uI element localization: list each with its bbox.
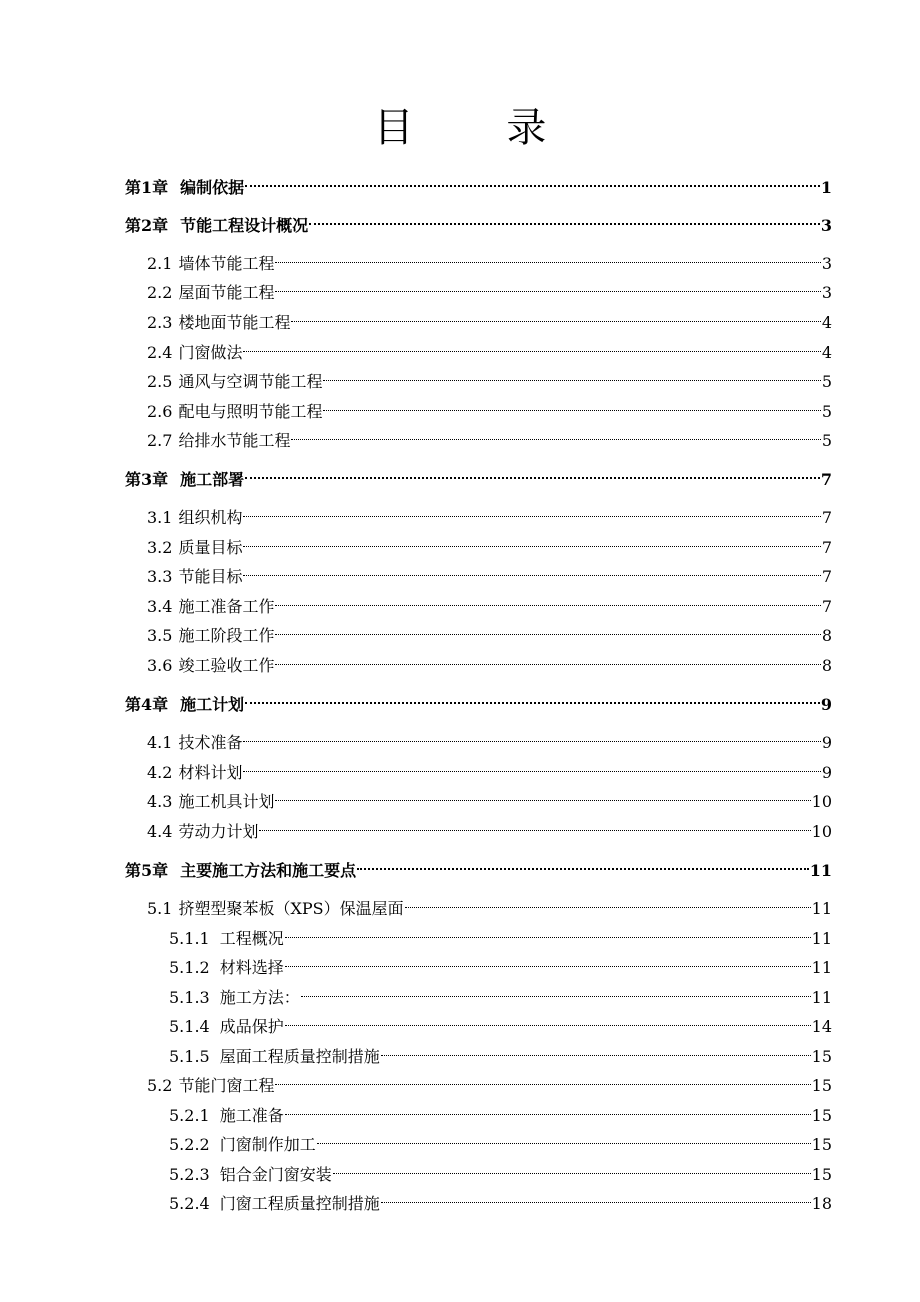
toc-entry[interactable] [147, 890, 832, 918]
toc-entry-number: 第3章 [125, 470, 169, 489]
toc-leader-dots [333, 1156, 811, 1180]
toc-entry-number: 3.6 [147, 656, 173, 675]
toc-leader-dots [323, 363, 820, 387]
toc-entry[interactable] [147, 783, 832, 811]
toc-entry-page: 7 [820, 470, 832, 489]
toc-entry-label: 编制依据 [180, 178, 245, 197]
toc-entry-page: 11 [811, 929, 832, 948]
toc-entry-label: 竣工验收工作 [178, 656, 275, 675]
toc-entry-label: 墙体节能工程 [178, 254, 275, 273]
toc-entry-label: 通风与空调节能工程 [178, 372, 323, 391]
toc-entry-number: 2.2 [147, 283, 173, 302]
toc-entry-number: 5.2.3 [169, 1165, 210, 1184]
toc-entry-label: 施工准备工作 [178, 597, 275, 616]
toc-entry-label: 门窗工程质量控制措施 [219, 1194, 380, 1213]
toc-entry[interactable] [169, 1185, 832, 1213]
toc-entry-label: 挤塑型聚苯板（XPS）保温屋面 [178, 899, 404, 918]
toc-entry-number: 3.5 [147, 626, 173, 645]
toc-entry-number: 第4章 [125, 695, 169, 714]
toc-leader-dots [243, 754, 820, 778]
toc-entry-page: 7 [821, 567, 832, 586]
toc-entry-page: 11 [811, 899, 832, 918]
toc-entry-page: 5 [821, 402, 832, 421]
toc-entry-number: 2.4 [147, 343, 173, 362]
toc-leader-dots [275, 274, 820, 298]
toc-entry-page: 18 [811, 1194, 832, 1213]
toc-leader-dots [285, 1097, 811, 1121]
toc-entry-label: 技术准备 [178, 733, 243, 752]
toc-entry-page: 11 [811, 958, 832, 977]
toc-entry-number: 5.2.1 [169, 1106, 210, 1125]
toc-leader-dots [285, 949, 811, 973]
toc-entry[interactable] [125, 169, 832, 197]
toc-entry-number: 4.1 [147, 733, 173, 752]
toc-entry-page: 4 [821, 313, 832, 332]
toc-leader-dots [357, 852, 809, 876]
toc-entry[interactable] [147, 274, 832, 302]
toc-entry-number: 3.1 [147, 508, 173, 527]
toc-entry-number: 5.1.5 [169, 1047, 210, 1066]
toc-leader-dots [291, 422, 820, 446]
toc-entry-label: 施工部署 [180, 470, 245, 489]
toc-entry-label: 节能工程设计概况 [180, 216, 309, 235]
toc-leader-dots [243, 529, 820, 553]
toc-entry-number: 2.3 [147, 313, 173, 332]
toc-entry[interactable] [147, 304, 832, 332]
toc-entry-page: 11 [809, 861, 832, 880]
toc-entry[interactable] [147, 529, 832, 557]
toc-entry-number: 3.3 [147, 567, 173, 586]
toc-entry-page: 15 [811, 1135, 832, 1154]
toc-entry-label: 主要施工方法和施工要点 [180, 861, 357, 880]
toc-entry[interactable] [147, 754, 832, 782]
toc-entry[interactable] [147, 617, 832, 645]
toc-entry[interactable] [147, 363, 832, 391]
toc-entry-page: 5 [821, 372, 832, 391]
toc-entry-number: 第1章 [125, 178, 169, 197]
toc-entry-label: 铝合金门窗安装 [219, 1165, 332, 1184]
toc-entry[interactable] [125, 852, 832, 880]
toc-leader-dots [405, 890, 811, 914]
toc-entry-number: 3.2 [147, 538, 173, 557]
toc-entry-page: 7 [821, 538, 832, 557]
toc-leader-dots [245, 686, 820, 710]
toc-entry-page: 15 [811, 1076, 832, 1095]
toc-leader-dots [323, 393, 820, 417]
toc-entry-page: 9 [821, 763, 832, 782]
toc-entry-number: 3.4 [147, 597, 173, 616]
toc-entry-page: 7 [821, 597, 832, 616]
toc-entry[interactable] [147, 422, 832, 450]
toc-entry-page: 15 [811, 1165, 832, 1184]
toc-leader-dots [301, 979, 811, 1003]
toc-entry-page: 3 [821, 254, 832, 273]
toc-entry-label: 屋面节能工程 [178, 283, 275, 302]
toc-entry-number: 5.2.2 [169, 1135, 210, 1154]
toc-leader-dots [309, 207, 820, 231]
toc-leader-dots [381, 1038, 811, 1062]
toc-entry[interactable] [147, 245, 832, 273]
toc-entry[interactable] [169, 1126, 832, 1154]
toc-title: 目 录 [373, 105, 587, 151]
toc-entry[interactable] [147, 647, 832, 675]
toc-entry-label: 劳动力计划 [178, 822, 259, 841]
toc-entry-label: 组织机构 [178, 508, 243, 527]
toc-entry[interactable] [125, 461, 832, 489]
toc-entry[interactable] [147, 813, 832, 841]
toc-entry-label: 配电与照明节能工程 [178, 402, 323, 421]
toc-entry-page: 10 [811, 822, 832, 841]
toc-entry-label: 施工方法： [219, 988, 300, 1007]
toc-entry-number: 2.5 [147, 372, 173, 391]
toc-entry[interactable] [169, 1038, 832, 1066]
toc-entry-label: 节能目标 [178, 567, 243, 586]
toc-entry-page: 4 [821, 343, 832, 362]
toc-entry-number: 5.1.1 [169, 929, 210, 948]
toc-entry-number: 5.1.3 [169, 988, 210, 1007]
toc-entry-number: 4.2 [147, 763, 173, 782]
toc-entry-page: 9 [820, 695, 832, 714]
toc-entry-label: 质量目标 [178, 538, 243, 557]
toc-entry[interactable] [169, 1008, 832, 1036]
toc-entry-page: 8 [821, 626, 832, 645]
toc-entry-page: 15 [811, 1106, 832, 1125]
toc-entry[interactable] [147, 588, 832, 616]
toc-leader-dots [275, 617, 820, 641]
toc-entry[interactable] [147, 499, 832, 527]
toc-entry-page: 3 [821, 283, 832, 302]
toc-leader-dots [243, 499, 820, 523]
toc-leader-dots [245, 461, 820, 485]
toc-entry-label: 施工阶段工作 [178, 626, 275, 645]
toc-leader-dots [291, 304, 820, 328]
toc-entry-number: 5.1.4 [169, 1017, 210, 1036]
toc-entry-number: 第5章 [125, 861, 169, 880]
toc-entry-page: 14 [811, 1017, 832, 1036]
toc-entry-page: 15 [811, 1047, 832, 1066]
toc-leader-dots [259, 813, 810, 837]
toc-leader-dots [275, 245, 820, 269]
toc-leader-dots [275, 588, 820, 612]
toc-entry-number: 5.1.2 [169, 958, 210, 977]
toc-entry-page: 3 [820, 216, 832, 235]
toc-entry-page: 8 [821, 656, 832, 675]
toc-entry-label: 给排水节能工程 [178, 431, 291, 450]
toc-leader-dots [243, 558, 820, 582]
toc-leader-dots [317, 1126, 811, 1150]
toc-entry[interactable] [147, 393, 832, 421]
toc-entry-page: 11 [811, 988, 832, 1007]
toc-leader-dots [285, 920, 811, 944]
toc-leader-dots [243, 724, 820, 748]
toc-entry-number: 2.1 [147, 254, 173, 273]
toc-entry[interactable] [169, 979, 832, 1007]
toc-entry-number: 5.2.4 [169, 1194, 210, 1213]
toc-leader-dots [275, 783, 810, 807]
toc-entry-page: 9 [821, 733, 832, 752]
toc-entry-label: 材料计划 [178, 763, 243, 782]
toc-entry-label: 材料选择 [219, 958, 284, 977]
toc-entry-label: 施工机具计划 [178, 792, 275, 811]
toc-entry-label: 门窗制作加工 [219, 1135, 316, 1154]
toc-entry-number: 5.2 [147, 1076, 173, 1095]
toc-entry[interactable] [169, 1156, 832, 1184]
toc-entry[interactable] [147, 558, 832, 586]
toc-leader-dots [275, 1067, 810, 1091]
toc-entry-number: 5.1 [147, 899, 173, 918]
toc-leader-dots [381, 1185, 811, 1209]
toc-entry[interactable] [147, 1067, 832, 1095]
toc-entry-label: 节能门窗工程 [178, 1076, 275, 1095]
toc-entry-label: 工程概况 [219, 929, 284, 948]
toc-entry[interactable] [169, 920, 832, 948]
toc-entry-number: 4.4 [147, 822, 173, 841]
toc-entry-label: 屋面工程质量控制措施 [219, 1047, 380, 1066]
toc-entry-number: 第2章 [125, 216, 169, 235]
toc-entry-page: 7 [821, 508, 832, 527]
toc-entry-label: 门窗做法 [178, 343, 243, 362]
toc-entry-number: 2.7 [147, 431, 173, 450]
toc-entry[interactable] [169, 949, 832, 977]
toc-entry[interactable] [147, 724, 832, 752]
toc-entry-page: 5 [821, 431, 832, 450]
toc-entry-page: 10 [811, 792, 832, 811]
toc-entry-page: 1 [820, 178, 832, 197]
toc-entry-label: 楼地面节能工程 [178, 313, 291, 332]
toc-leader-dots [243, 334, 820, 358]
toc-entry-label: 施工准备 [219, 1106, 284, 1125]
toc-entry[interactable] [169, 1097, 832, 1125]
toc-entry-label: 施工计划 [180, 695, 245, 714]
toc-entry[interactable] [125, 686, 832, 714]
toc-entry-number: 2.6 [147, 402, 173, 421]
toc-leader-dots [275, 647, 820, 671]
toc-leader-dots [245, 169, 820, 193]
toc-leader-dots [285, 1008, 811, 1032]
toc-entry-number: 4.3 [147, 792, 173, 811]
toc-entry[interactable] [125, 207, 832, 235]
toc-entry[interactable] [147, 334, 832, 362]
toc-entry-label: 成品保护 [219, 1017, 284, 1036]
